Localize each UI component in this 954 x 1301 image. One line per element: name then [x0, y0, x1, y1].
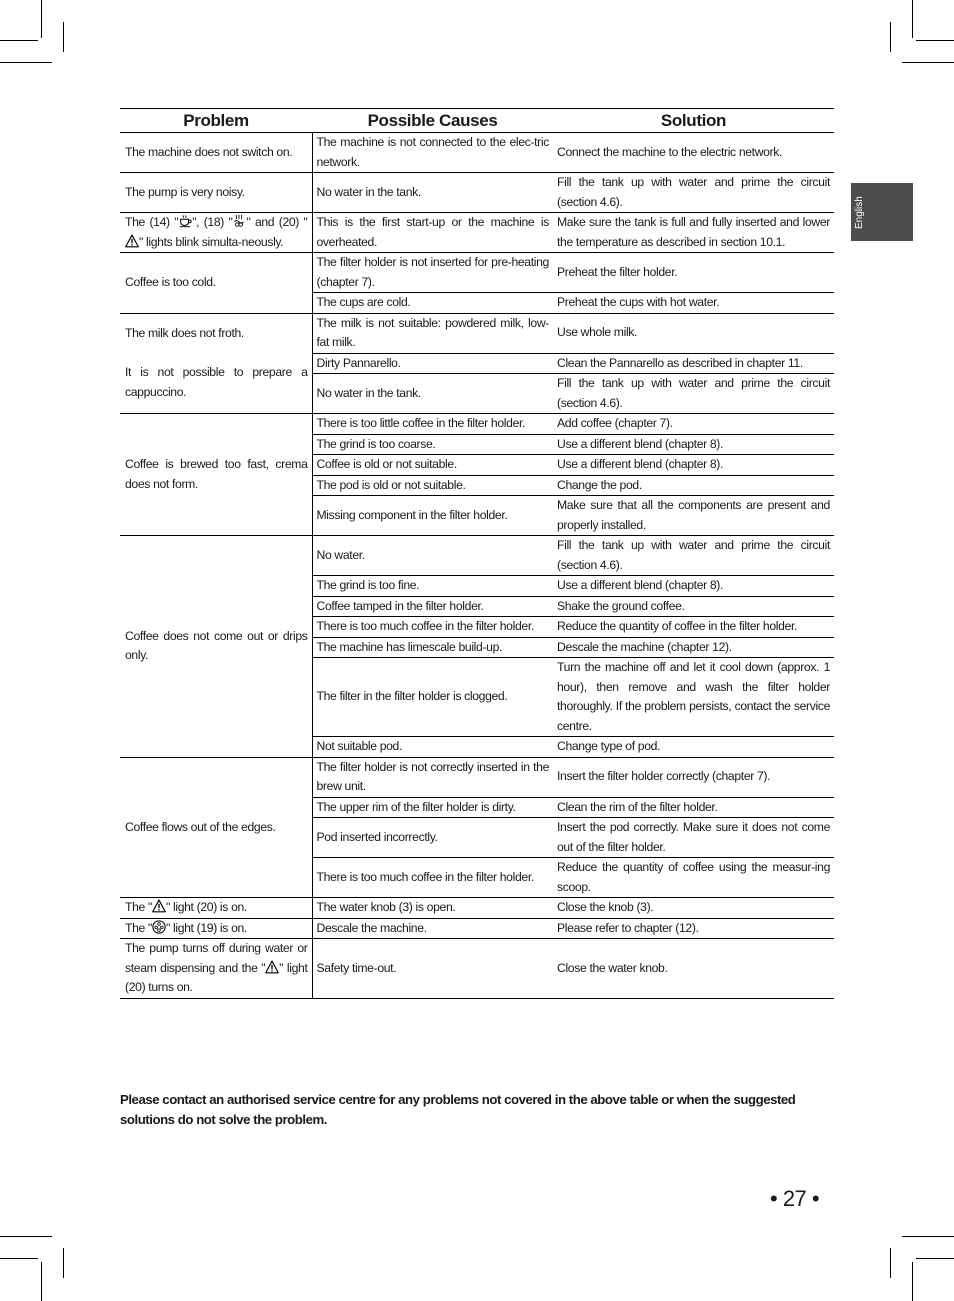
- cause-cell: There is too much coffee in the filter holder.: [312, 858, 553, 898]
- problem-cell: [120, 133, 312, 173]
- problem-text: " lights blink simulta-neously.: [139, 234, 284, 249]
- troubleshooting-table: [120, 108, 834, 999]
- problem-cell: [120, 213, 312, 253]
- solution-cell: Turn the machine off and let it cool down (approx. 1 hour), then remove and wash the filter holder thoroughly. If the problem persists, contact the service centre.: [553, 658, 834, 737]
- cause-cell: No water in the tank.: [312, 374, 553, 414]
- problem-text: The ": [125, 920, 152, 935]
- service-note: Please contact an authorised service centre for any problems not covered in the above table or when the suggested solutions do not solve the problem.: [120, 1092, 796, 1127]
- solution-cell: Use a different blend (chapter 8).: [553, 434, 834, 455]
- header-solution: Solution: [553, 109, 834, 133]
- problem-text: Coffee does not come out or drips only.: [125, 628, 308, 663]
- cause-cell: There is too much coffee in the filter holder.: [312, 617, 553, 638]
- problem-cell: [120, 536, 312, 758]
- cause-cell: The pod is old or not suitable.: [312, 475, 553, 496]
- solution-cell: Shake the ground coffee.: [553, 596, 834, 617]
- solution-cell: Make sure the tank is full and fully inserted and lower the temperature as described in section 10.1.: [553, 213, 834, 253]
- warning-triangle-icon: [265, 961, 279, 975]
- solution-cell: Clean the rim of the filter holder.: [553, 797, 834, 818]
- cause-cell: No water.: [312, 536, 553, 576]
- solution-cell: Preheat the cups with hot water.: [553, 293, 834, 314]
- table-row: [120, 253, 834, 293]
- solution-cell: Close the water knob.: [553, 939, 834, 999]
- header-problem: Problem: [120, 109, 312, 133]
- solution-cell: Close the knob (3).: [553, 898, 834, 919]
- table-body: [120, 133, 834, 999]
- table-row: [120, 213, 834, 253]
- problem-text: " and (20) ": [246, 215, 308, 229]
- coffee-cup-icon: [178, 215, 192, 229]
- cause-cell: Not suitable pod.: [312, 737, 553, 758]
- problem-cell: [120, 173, 312, 213]
- problem-text: " light (19) is on.: [165, 920, 247, 935]
- cause-cell: The machine is not connected to the elec-tric network.: [312, 133, 553, 173]
- warning-triangle-icon: [152, 900, 166, 914]
- problem-text: The machine does not switch on.: [125, 144, 293, 159]
- table-row: [120, 313, 834, 353]
- descale-icon: [152, 921, 166, 935]
- cause-cell: Coffee is old or not suitable.: [312, 455, 553, 476]
- solution-cell: Add coffee (chapter 7).: [553, 414, 834, 435]
- table-row: [120, 173, 834, 213]
- cause-cell: No water in the tank.: [312, 173, 553, 213]
- cause-cell: Pod inserted incorrectly.: [312, 818, 553, 858]
- problem-text: The pump is very noisy.: [125, 184, 245, 199]
- solution-cell: Change type of pod.: [553, 737, 834, 758]
- cause-cell: The filter holder is not correctly inserted in the brew unit.: [312, 757, 553, 797]
- solution-cell: Reduce the quantity of coffee using the measur-ing scoop.: [553, 858, 834, 898]
- cause-cell: Coffee tamped in the filter holder.: [312, 596, 553, 617]
- cause-cell: There is too little coffee in the filter holder.: [312, 414, 553, 435]
- cause-cell: The filter in the filter holder is clogged.: [312, 658, 553, 737]
- problem-text: Coffee is brewed too fast, crema does not form.: [125, 457, 308, 491]
- solution-cell: Use whole milk.: [553, 313, 834, 353]
- problem-text: Coffee is too cold.: [125, 275, 216, 289]
- problem-cell: [120, 898, 312, 919]
- table-row: [120, 757, 834, 797]
- cause-cell: The machine has limescale build-up.: [312, 637, 553, 658]
- table-row: [120, 918, 834, 939]
- solution-cell: Fill the tank up with water and prime the circuit (section 4.6).: [553, 374, 834, 414]
- problem-text: The milk does not froth. It is not possible to prepare a cappuccino.: [125, 326, 308, 399]
- cause-cell: The filter holder is not inserted for pre-heating (chapter 7).: [312, 253, 553, 293]
- solution-cell: Descale the machine (chapter 12).: [553, 637, 834, 658]
- header-causes: Possible Causes: [312, 109, 553, 133]
- cause-cell: Safety time-out.: [312, 939, 553, 999]
- problem-text: The ": [125, 900, 152, 914]
- problem-text: Coffee flows out of the edges.: [125, 819, 276, 834]
- problem-text: " light (20) turns on.: [125, 960, 308, 994]
- solution-cell: Please refer to chapter (12).: [553, 918, 834, 939]
- solution-cell: Insert the pod correctly. Make sure it does not come out of the filter holder.: [553, 818, 834, 858]
- table-row: [120, 414, 834, 435]
- cause-cell: The water knob (3) is open.: [312, 898, 553, 919]
- solution-cell: Use a different blend (chapter 8).: [553, 576, 834, 597]
- problem-text: ", (18) ": [192, 215, 233, 229]
- problem-cell: [120, 939, 312, 999]
- solution-cell: Fill the tank up with water and prime the circuit (section 4.6).: [553, 536, 834, 576]
- warning-triangle-icon: [125, 235, 139, 249]
- solution-cell: Clean the Pannarello as described in chapter 11.: [553, 353, 834, 374]
- cause-cell: Dirty Pannarello.: [312, 353, 553, 374]
- problem-cell: [120, 757, 312, 898]
- cause-cell: Missing component in the filter holder.: [312, 496, 553, 536]
- problem-cell: [120, 414, 312, 536]
- cause-cell: The grind is too fine.: [312, 576, 553, 597]
- cause-cell: The cups are cold.: [312, 293, 553, 314]
- solution-cell: Make sure that all the components are present and properly installed.: [553, 496, 834, 536]
- steam-icon: [232, 215, 246, 229]
- solution-cell: Reduce the quantity of coffee in the filter holder.: [553, 617, 834, 638]
- table-row: [120, 536, 834, 576]
- table-row: [120, 898, 834, 919]
- cause-cell: The upper rim of the filter holder is dirty.: [312, 797, 553, 818]
- solution-cell: Change the pod.: [553, 475, 834, 496]
- cause-cell: The milk is not suitable: powdered milk, low-fat milk.: [312, 313, 553, 353]
- table-row: [120, 133, 834, 173]
- problem-text: The pump turns off during water or steam dispensing and the ": [125, 941, 308, 975]
- cause-cell: Descale the machine.: [312, 918, 553, 939]
- problem-text: The (14) ": [125, 215, 179, 229]
- language-tab: [851, 183, 913, 241]
- problem-cell: [120, 313, 312, 414]
- cause-cell: This is the first start-up or the machine is overheated.: [312, 213, 553, 253]
- solution-cell: Fill the tank up with water and prime the circuit (section 4.6).: [553, 173, 834, 213]
- solution-cell: Use a different blend (chapter 8).: [553, 455, 834, 476]
- solution-cell: Insert the filter holder correctly (chapter 7).: [553, 757, 834, 797]
- language-tab-label: English: [854, 196, 865, 229]
- solution-cell: Connect the machine to the electric network.: [553, 133, 834, 173]
- page-number: • 27 •: [770, 1186, 820, 1211]
- solution-cell: Preheat the filter holder.: [553, 253, 834, 293]
- problem-cell: [120, 253, 312, 314]
- table-header-row: [120, 109, 834, 133]
- problem-cell: [120, 918, 312, 939]
- problem-text: " light (20) is on.: [165, 900, 247, 914]
- cause-cell: The grind is too coarse.: [312, 434, 553, 455]
- table-row: [120, 939, 834, 999]
